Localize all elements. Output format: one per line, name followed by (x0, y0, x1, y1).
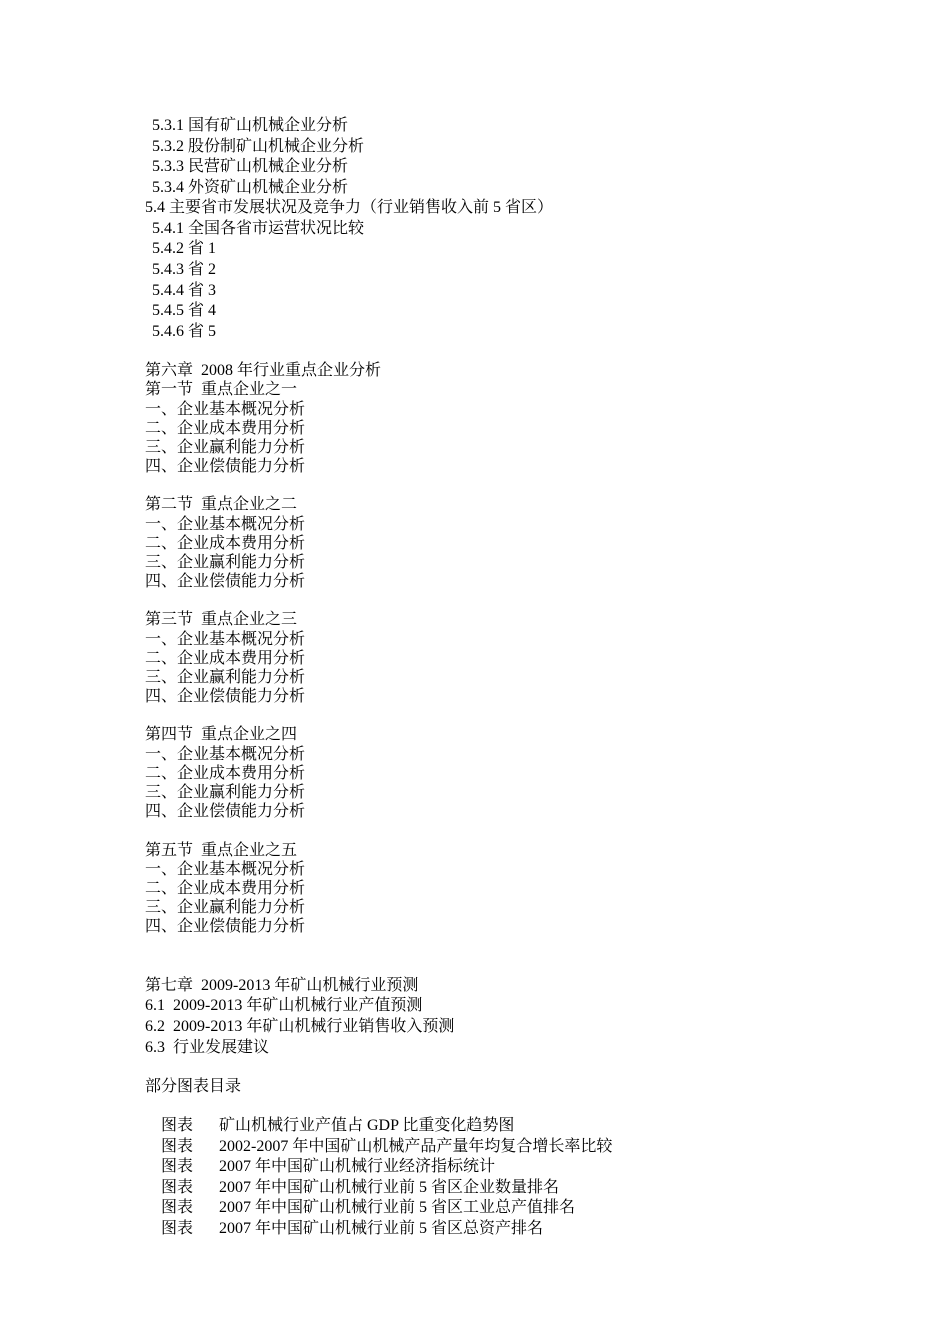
toc-item-5-3-3: 5.3.3 民营矿山机械企业分析 (152, 158, 349, 175)
chapter-6-section-5-item: 一、企业基本概况分析 (145, 861, 306, 878)
chapter-7-item: 6.3 行业发展建议 (145, 1039, 270, 1056)
chapter-6-section-4-item: 一、企业基本概况分析 (145, 746, 306, 763)
chapter-6-section-2-item: 二、企业成本费用分析 (145, 535, 306, 552)
chapter-7-title: 第七章 2009-2013 年矿山机械行业预测 (145, 977, 419, 994)
chapter-7-item: 6.1 2009-2013 年矿山机械行业产值预测 (145, 997, 423, 1014)
chapter-6-section-2-item: 一、企业基本概况分析 (145, 516, 306, 533)
chart-list-item-text: 2007 年中国矿山机械行业前 5 省区工业总产值排名 (219, 1199, 576, 1216)
toc-item-5-4-5: 5.4.5 省 4 (152, 302, 217, 319)
chart-list-item-label: 图表 (161, 1117, 194, 1134)
toc-item-5-4-2: 5.4.2 省 1 (152, 240, 217, 257)
chapter-6-section-3-item: 一、企业基本概况分析 (145, 631, 306, 648)
chapter-6-section-3-item: 四、企业偿债能力分析 (145, 688, 306, 705)
toc-item-5-4-3: 5.4.3 省 2 (152, 261, 217, 278)
toc-item-5-3-4: 5.3.4 外资矿山机械企业分析 (152, 179, 349, 196)
chart-list-title: 部分图表目录 (145, 1078, 242, 1095)
toc-item-5-3-1: 5.3.1 国有矿山机械企业分析 (152, 117, 349, 134)
chapter-6-section-1-title: 第一节 重点企业之一 (145, 381, 298, 398)
chapter-6-section-1-item: 四、企业偿债能力分析 (145, 458, 306, 475)
chart-list-item-text: 矿山机械行业产值占 GDP 比重变化趋势图 (219, 1117, 515, 1134)
chart-list-item (145, 1199, 543, 1259)
chart-list-item-label: 图表 (161, 1199, 194, 1216)
chart-list-item-label: 图表 (161, 1158, 194, 1175)
chapter-6-section-1-item: 二、企业成本费用分析 (145, 420, 306, 437)
chapter-7-item: 6.2 2009-2013 年矿山机械行业销售收入预测 (145, 1018, 455, 1035)
chapter-6-section-5-item: 二、企业成本费用分析 (145, 880, 306, 897)
chapter-6-section-4-item: 三、企业赢利能力分析 (145, 784, 306, 801)
chart-list-item-label: 图表 (161, 1220, 194, 1237)
chapter-6-section-1-item: 三、企业赢利能力分析 (145, 439, 306, 456)
chapter-6-section-4-item: 二、企业成本费用分析 (145, 765, 306, 782)
chapter-6-title: 第六章 2008 年行业重点企业分析 (145, 362, 382, 379)
chapter-6-section-3-item: 二、企业成本费用分析 (145, 650, 306, 667)
chapter-6-section-1-item: 一、企业基本概况分析 (145, 401, 306, 418)
chapter-6-section-2-title: 第二节 重点企业之二 (145, 496, 298, 513)
toc-item-5-4-1: 5.4.1 全国各省市运营状况比较 (152, 220, 365, 237)
chapter-6-section-5-title: 第五节 重点企业之五 (145, 842, 298, 859)
toc-heading-5-4: 5.4 主要省市发展状况及竞争力（行业销售收入前 5 省区） (145, 199, 554, 216)
chapter-6-section-4-item: 四、企业偿债能力分析 (145, 803, 306, 820)
chart-list-item-label: 图表 (161, 1138, 194, 1155)
chapter-6-section-5-item: 三、企业赢利能力分析 (145, 899, 306, 916)
chapter-6-section-3-item: 三、企业赢利能力分析 (145, 669, 306, 686)
chapter-6-section-5-item: 四、企业偿债能力分析 (145, 918, 306, 935)
chapter-6-section-2-item: 四、企业偿债能力分析 (145, 573, 306, 590)
chapter-6-section-2-item: 三、企业赢利能力分析 (145, 554, 306, 571)
chart-list-item-text: 2007 年中国矿山机械行业经济指标统计 (219, 1158, 496, 1175)
chart-list-item-text: 2007 年中国矿山机械行业前 5 省区总资产排名 (219, 1220, 544, 1237)
chart-list-item-text: 2002-2007 年中国矿山机械产品产量年均复合增长率比较 (219, 1138, 613, 1155)
chapter-6-section-4-title: 第四节 重点企业之四 (145, 726, 298, 743)
toc-item-5-4-4: 5.4.4 省 3 (152, 282, 217, 299)
toc-item-5-3-2: 5.3.2 股份制矿山机械企业分析 (152, 138, 365, 155)
chart-list-item-label: 图表 (161, 1179, 194, 1196)
chapter-6-section-3-title: 第三节 重点企业之三 (145, 611, 298, 628)
toc-item-5-4-6: 5.4.6 省 5 (152, 323, 217, 340)
chart-list-item-text: 2007 年中国矿山机械行业前 5 省区企业数量排名 (219, 1179, 560, 1196)
